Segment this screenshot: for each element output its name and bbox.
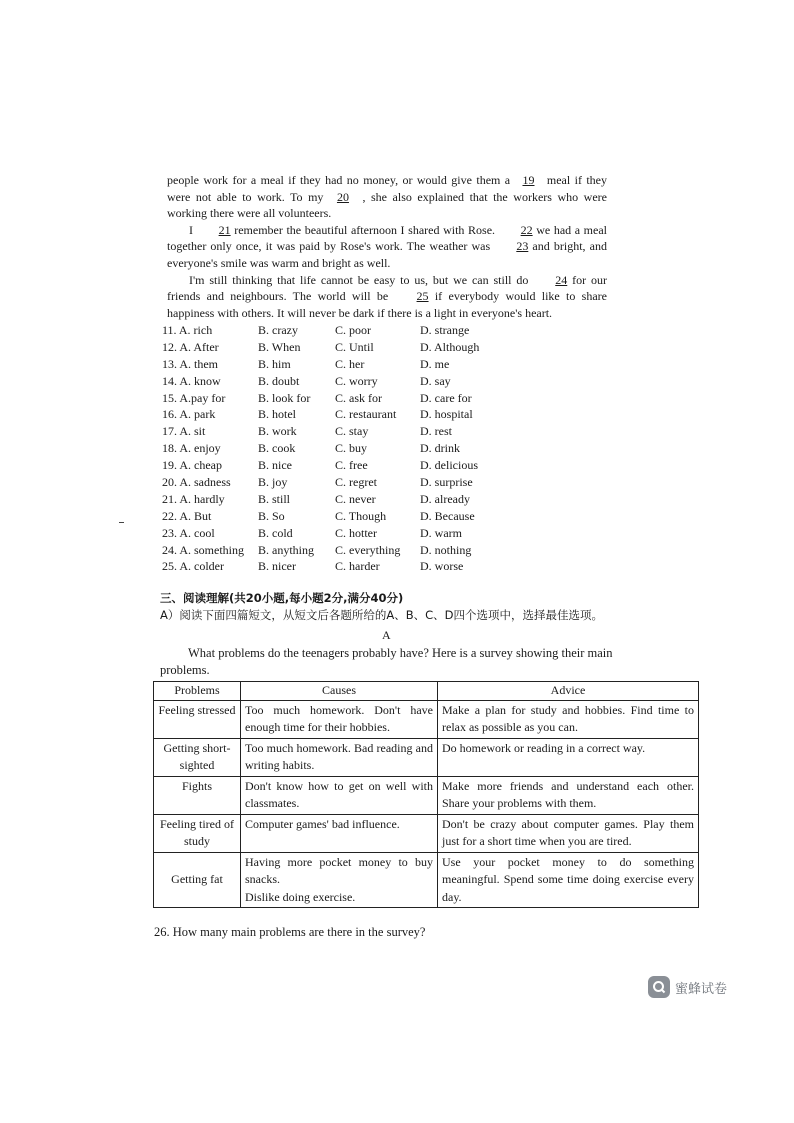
option-c: C. Until	[335, 339, 374, 354]
option-d: D. say	[420, 373, 451, 388]
option-row	[162, 508, 502, 525]
watermark-text: 蜜蜂试卷	[675, 981, 728, 997]
watermark	[648, 976, 727, 998]
option-a: 20. A. sadness	[162, 475, 231, 490]
option-d: D. strange	[420, 323, 470, 337]
option-row	[162, 406, 502, 423]
table-row	[154, 700, 699, 738]
table-row	[154, 776, 699, 814]
advice-cell: Use your pocket money to do something meaningful. Spend some time doing exercise every day.	[438, 852, 699, 908]
option-b: B. joy	[258, 475, 288, 490]
passage-paragraph-2: I 21 remember the beautiful afternoon I shared with Rose. 22 we had a meal together only once, it was paid by Rose's work. The weather was 23 and bright, and everyone's smile was warm and bright as well.	[167, 222, 608, 270]
problem-cell: Feeling tired of study	[154, 814, 241, 852]
advice-cell: Make more friends and understand each other. Share your problems with them.	[438, 776, 699, 814]
header-advice: Advice	[438, 682, 699, 701]
cause-cell: Don't know how to get on well with classmates.	[241, 776, 438, 814]
passage-label: A	[382, 628, 391, 642]
option-a: 18. A. enjoy	[162, 441, 221, 456]
option-a: 25. A. colder	[162, 559, 224, 574]
problem-cell: Getting fat	[154, 852, 241, 908]
header-causes: Causes	[241, 682, 438, 701]
option-d: D. nothing	[420, 542, 472, 557]
option-b: B. look for	[258, 390, 311, 405]
blank-23: 23	[516, 239, 529, 254]
option-a: 19. A. cheap	[162, 458, 222, 473]
option-row	[162, 491, 502, 508]
cause-line: Dislike doing exercise.	[245, 889, 356, 904]
option-a: 15. A.pay for	[162, 390, 226, 405]
option-b: B. When	[258, 339, 301, 354]
option-d: D. worse	[420, 559, 464, 574]
problem-cell: Getting short-sighted	[154, 738, 241, 776]
option-a: 24. A. something	[162, 542, 245, 557]
option-a: 14. A. know	[162, 373, 221, 388]
option-row	[162, 356, 502, 373]
passage-intro	[160, 645, 628, 679]
intro-text: What problems do the teenagers probably have? Here is a survey showing their main problems.	[160, 646, 613, 677]
option-d: D. care for	[420, 390, 472, 405]
option-b: B. him	[258, 356, 291, 371]
option-a: 17. A. sit	[162, 424, 206, 439]
option-c: C. everything	[335, 542, 401, 557]
option-row	[162, 440, 502, 457]
problem-cell: Feeling stressed	[154, 700, 241, 738]
blank-24: 24	[555, 272, 568, 287]
option-a: 12. A. After	[162, 339, 219, 354]
blank-22: 22	[520, 222, 533, 237]
header-problems: Problems	[154, 682, 241, 701]
option-d: D. drink	[420, 441, 460, 456]
option-c: C. stay	[335, 424, 369, 439]
q-logo-icon	[648, 976, 670, 998]
question-26: 26. How many main problems are there in the survey?	[154, 925, 426, 939]
option-b: B. crazy	[258, 323, 298, 337]
option-row	[162, 373, 502, 390]
option-d: D. Although	[420, 339, 480, 354]
option-c: C. regret	[335, 475, 377, 490]
answer-options	[162, 322, 502, 575]
blank-20: 20	[336, 189, 349, 204]
option-d: D. me	[420, 356, 450, 371]
cause-cell: Too much homework. Bad reading and writing habits.	[241, 738, 438, 776]
option-row	[162, 390, 502, 407]
option-a: 11. A. rich	[162, 323, 213, 337]
option-b: B. work	[258, 424, 297, 439]
cause-line: Having more pocket money to buy snacks.	[245, 854, 433, 886]
table-header-row	[154, 682, 699, 701]
advice-cell: Don't be crazy about computer games. Play them just for a short time when you are tired.	[438, 814, 699, 852]
option-c: C. restaurant	[335, 407, 397, 422]
cause-cell	[241, 852, 438, 908]
option-c: C. her	[335, 356, 365, 371]
option-a: 16. A. park	[162, 407, 216, 422]
survey-table	[153, 681, 699, 908]
option-c: C. poor	[335, 323, 371, 337]
option-row	[162, 525, 502, 542]
option-c: C. ask for	[335, 390, 382, 405]
option-d: D. already	[420, 491, 470, 506]
advice-cell: Do homework or reading in a correct way.	[438, 738, 699, 776]
option-a: 22. A. But	[162, 508, 212, 523]
option-b: B. anything	[258, 542, 314, 557]
option-d: D. Because	[420, 508, 475, 523]
section-instructions: A）阅读下面四篇短文，从短文后各题所给的A、B、C、D四个选项中，选择最佳选项。	[160, 608, 604, 622]
blank-19: 19	[522, 173, 535, 187]
option-a: 21. A. hardly	[162, 491, 225, 506]
option-d: D. warm	[420, 525, 462, 540]
option-b: B. nice	[258, 458, 292, 473]
option-row	[162, 542, 502, 559]
blank-21: 21	[218, 222, 231, 237]
problem-cell: Fights	[154, 776, 241, 814]
option-c: C. worry	[335, 373, 378, 388]
option-row	[162, 457, 502, 474]
option-row	[162, 558, 502, 575]
option-c: C. hotter	[335, 525, 377, 540]
option-d: D. hospital	[420, 407, 473, 422]
option-row	[162, 339, 502, 356]
option-b: B. still	[258, 491, 291, 506]
option-b: B. doubt	[258, 373, 300, 388]
cause-cell: Computer games' bad influence.	[241, 814, 438, 852]
option-row	[162, 322, 502, 339]
table-row	[154, 814, 699, 852]
cloze-passage	[167, 172, 607, 321]
cause-cell: Too much homework. Don't have enough time for their hobbies.	[241, 700, 438, 738]
passage-paragraph-1: people work for a meal if they had no money, or would give them a 19 meal if they were not able to work. To my 20 , she also explained that the workers who were working there were all volunteers.	[167, 173, 607, 221]
scan-mark	[119, 522, 124, 523]
option-a: 13. A. them	[162, 356, 218, 371]
advice-cell: Make a plan for study and hobbies. Find time to relax as possible as you can.	[438, 700, 699, 738]
table-row	[154, 852, 699, 908]
option-c: C. harder	[335, 559, 380, 574]
option-b: B. cook	[258, 441, 296, 456]
blank-25: 25	[416, 289, 429, 304]
option-row	[162, 423, 502, 440]
option-c: C. buy	[335, 441, 368, 456]
option-b: B. nicer	[258, 559, 296, 574]
option-b: B. So	[258, 508, 285, 523]
option-c: C. never	[335, 491, 376, 506]
option-row	[162, 474, 502, 491]
option-b: B. cold	[258, 525, 293, 540]
option-d: D. delicious	[420, 458, 478, 473]
option-d: D. rest	[420, 424, 452, 439]
passage-paragraph-3: I'm still thinking that life cannot be easy to us, but we can still do 24 for our friends and neighbours. The world will be 25 if everybody would like to share happiness with others. It will never be dark if there is a light in everyone's heart.	[167, 272, 608, 320]
option-a: 23. A. cool	[162, 525, 215, 540]
option-d: D. surprise	[420, 475, 473, 490]
option-b: B. hotel	[258, 407, 296, 422]
option-c: C. Though	[335, 508, 387, 523]
table-row	[154, 738, 699, 776]
section-title: 三、阅读理解(共20小题,每小题2分,满分40分)	[160, 591, 404, 605]
option-c: C. free	[335, 458, 368, 473]
